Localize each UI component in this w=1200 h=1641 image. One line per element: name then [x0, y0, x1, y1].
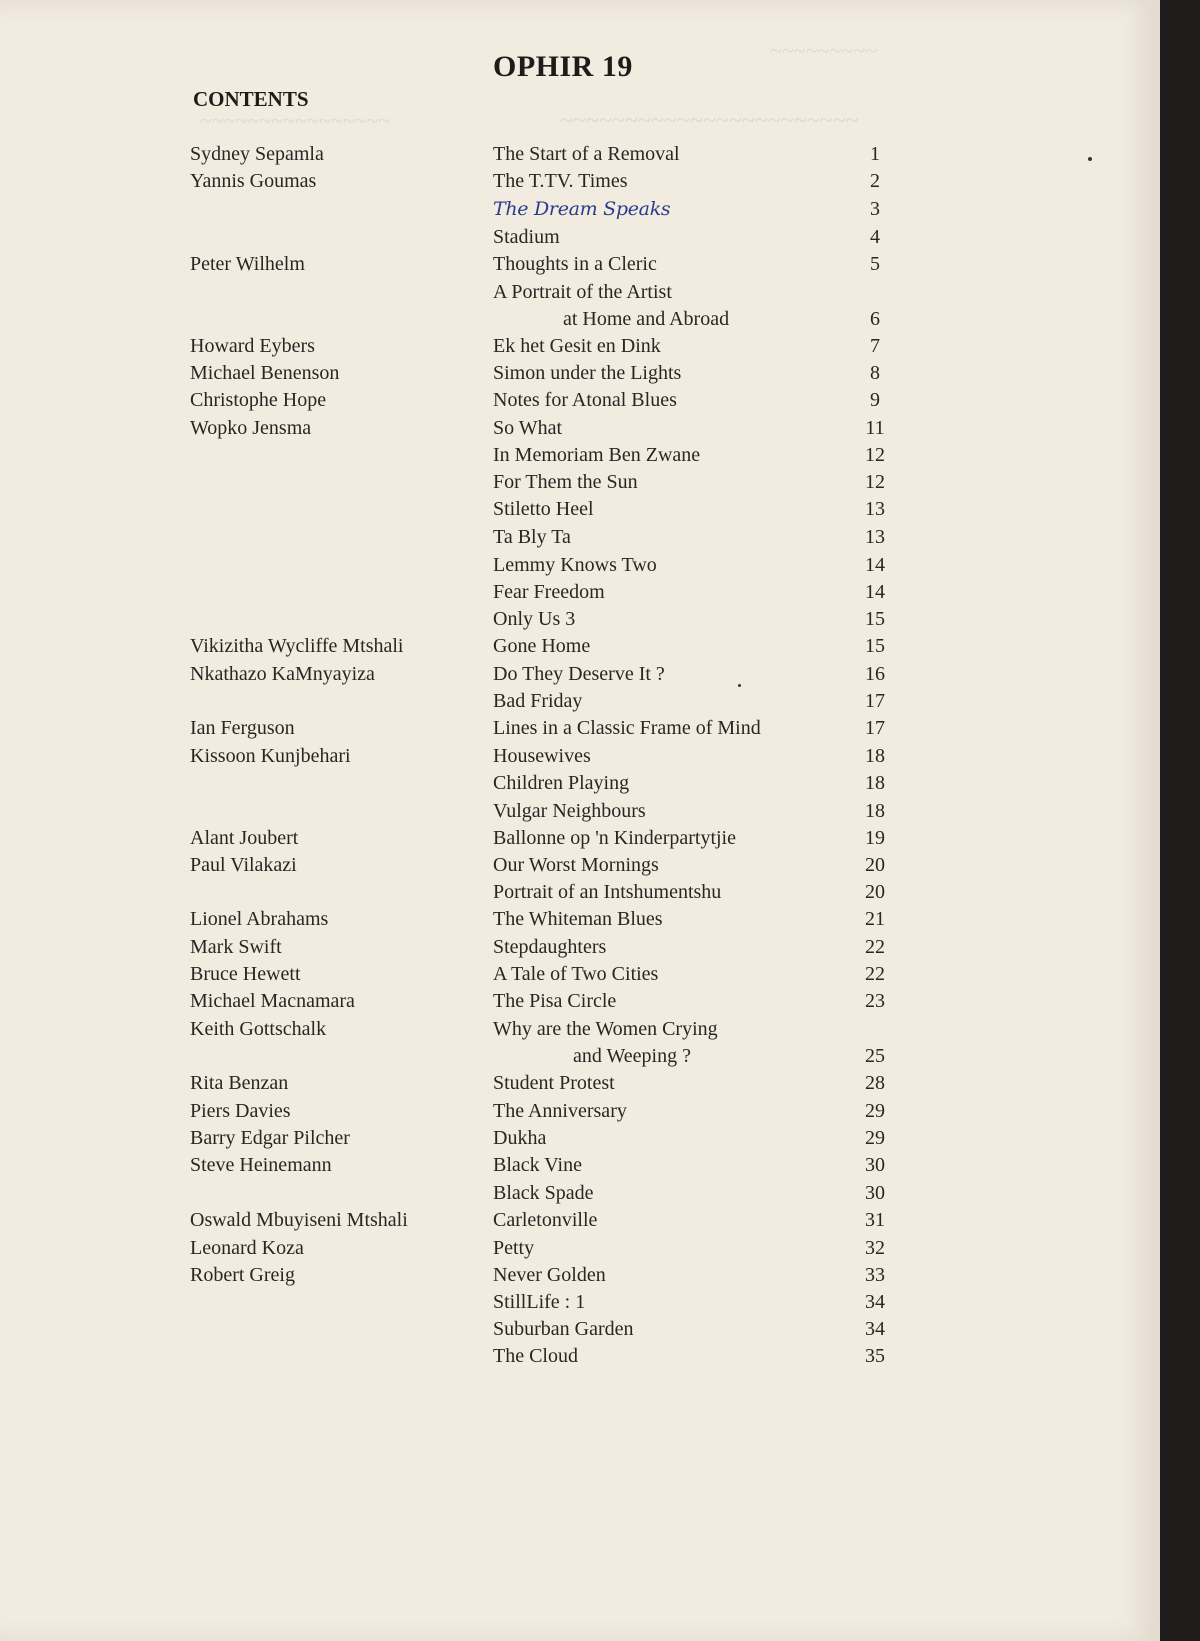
entry-title: Notes for Atonal Blues: [493, 389, 677, 411]
entry-title: The Cloud: [493, 1345, 578, 1367]
paper-speck: [1088, 157, 1092, 161]
entry-author: Christophe Hope: [190, 389, 327, 411]
entry-page-number: 16: [865, 663, 885, 685]
entry-title: and Weeping ?: [573, 1045, 691, 1067]
entry-title: Fear Freedom: [493, 581, 605, 603]
toc-entry[interactable]: [0, 1237, 1160, 1264]
entry-author: Rita Benzan: [190, 1072, 289, 1094]
entry-title: Only Us 3: [493, 608, 576, 630]
toc-entry[interactable]: [0, 963, 1160, 990]
entry-title: Ballonne op 'n Kinderpartytjie: [493, 827, 736, 849]
toc-entry[interactable]: [0, 881, 1160, 908]
entry-title: Housewives: [493, 745, 591, 767]
entry-page-number: 18: [865, 745, 885, 767]
entry-author: Bruce Hewett: [190, 963, 301, 985]
entry-title: The Whiteman Blues: [493, 908, 663, 930]
toc-entry[interactable]: [0, 1154, 1160, 1181]
entry-title: In Memoriam Ben Zwane: [493, 444, 701, 466]
toc-entry[interactable]: [0, 417, 1160, 444]
entry-title: Gone Home: [493, 635, 591, 657]
entry-page-number: 19: [865, 827, 885, 849]
entry-author: Oswald Mbuyiseni Mtshali: [190, 1209, 408, 1231]
toc-entry[interactable]: [0, 362, 1160, 389]
entry-page-number: 30: [865, 1182, 885, 1204]
show-through-text: ~~~~~~~~~~~~~~~~: [200, 108, 391, 133]
entry-author: Wopko Jensma: [190, 417, 312, 439]
toc-entry[interactable]: [0, 827, 1160, 854]
entry-page-number: 1: [870, 143, 880, 165]
entry-title: A Tale of Two Cities: [493, 963, 659, 985]
entry-title: Vulgar Neighbours: [493, 800, 646, 822]
toc-entry[interactable]: [0, 608, 1160, 635]
entry-title: Petty: [493, 1237, 535, 1259]
entry-author: Alant Joubert: [190, 827, 299, 849]
entry-author: Howard Eybers: [190, 335, 315, 357]
entry-page-number: 18: [865, 772, 885, 794]
entry-author: Ian Ferguson: [190, 717, 295, 739]
entry-page-number: 6: [870, 308, 880, 330]
entry-title: Portrait of an Intshumentshu: [493, 881, 722, 903]
toc-entry[interactable]: [0, 389, 1160, 416]
entry-title: So What: [493, 417, 563, 439]
entry-title: Children Playing: [493, 772, 630, 794]
entry-author: Paul Vilakazi: [190, 854, 297, 876]
entry-author: Sydney Sepamla: [190, 143, 324, 165]
entry-page-number: 9: [870, 389, 880, 411]
toc-entry[interactable]: [0, 1072, 1160, 1099]
entry-author: Barry Edgar Pilcher: [190, 1127, 350, 1149]
toc-entry[interactable]: [0, 526, 1160, 553]
entry-page-number: 4: [870, 226, 880, 248]
entry-title: Do They Deserve It ?: [493, 663, 665, 685]
entry-page-number: 12: [865, 471, 885, 493]
toc-entry[interactable]: [0, 745, 1160, 772]
entry-author: Steve Heinemann: [190, 1154, 332, 1176]
toc-entry[interactable]: [0, 498, 1160, 525]
entry-title: Our Worst Mornings: [493, 854, 659, 876]
entry-title: Lemmy Knows Two: [493, 554, 657, 576]
entry-page-number: 34: [865, 1291, 885, 1313]
entry-author: Michael Benenson: [190, 362, 340, 384]
entry-title: Black Spade: [493, 1182, 594, 1204]
entry-title: Simon under the Lights: [493, 362, 682, 384]
show-through-text: ~~~~~~~~~~~~~~~~~~~~~~~: [560, 108, 859, 134]
toc-entry[interactable]: [0, 772, 1160, 799]
entry-page-number: 7: [870, 335, 880, 357]
entry-title: The Dream Speaks: [493, 198, 671, 220]
entry-title: Thoughts in a Cleric: [493, 253, 657, 275]
entry-title: Student Protest: [493, 1072, 615, 1094]
toc-entry[interactable]: [0, 581, 1160, 608]
journal-title: OPHIR 19: [493, 50, 633, 83]
entry-author: Lionel Abrahams: [190, 908, 329, 930]
entry-title: The Anniversary: [493, 1100, 627, 1122]
toc-entry[interactable]: [0, 1045, 1160, 1072]
entry-page-number: 14: [865, 554, 885, 576]
entry-title: The Pisa Circle: [493, 990, 617, 1012]
toc-entry[interactable]: [0, 1318, 1160, 1345]
entry-title: Stiletto Heel: [493, 498, 594, 520]
entry-page-number: 29: [865, 1127, 885, 1149]
entry-author: Mark Swift: [190, 936, 282, 958]
entry-page-number: 34: [865, 1318, 885, 1340]
entry-title: Why are the Women Crying: [493, 1018, 718, 1040]
entry-page-number: 22: [865, 963, 885, 985]
entry-page-number: 3: [870, 198, 880, 220]
entry-page-number: 5: [870, 253, 880, 275]
entry-title: Suburban Garden: [493, 1318, 634, 1340]
toc-entry[interactable]: [0, 717, 1160, 744]
entry-author: Kissoon Kunjbehari: [190, 745, 351, 767]
entry-title: StillLife : 1: [493, 1291, 586, 1313]
entry-page-number: 32: [865, 1237, 885, 1259]
toc-entry[interactable]: [0, 663, 1160, 690]
entry-title: Black Vine: [493, 1154, 582, 1176]
entry-page-number: 31: [865, 1209, 885, 1231]
entry-author: Nkathazo KaMnyayiza: [190, 663, 375, 685]
toc-entry[interactable]: [0, 1182, 1160, 1209]
entry-page-number: 33: [865, 1264, 885, 1286]
toc-entry[interactable]: [0, 1018, 1160, 1045]
toc-entry[interactable]: [0, 308, 1160, 335]
entry-author: Keith Gottschalk: [190, 1018, 327, 1040]
entry-title: The Start of a Removal: [493, 143, 680, 165]
toc-entry[interactable]: [0, 854, 1160, 881]
entry-author: Vikizitha Wycliffe Mtshali: [190, 635, 404, 657]
entry-title: Stepdaughters: [493, 936, 607, 958]
entry-page-number: 18: [865, 800, 885, 822]
toc-entry[interactable]: [0, 1100, 1160, 1127]
toc-entry[interactable]: [0, 554, 1160, 581]
entry-page-number: 11: [865, 417, 885, 439]
toc-entry[interactable]: [0, 800, 1160, 827]
toc-entry[interactable]: [0, 1209, 1160, 1236]
toc-entry[interactable]: [0, 143, 1160, 170]
toc-entry[interactable]: [0, 253, 1160, 280]
toc-entry[interactable]: [0, 471, 1160, 498]
entry-page-number: 23: [865, 990, 885, 1012]
toc-entry[interactable]: [0, 908, 1160, 935]
entry-title: A Portrait of the Artist: [493, 281, 672, 303]
toc-entry[interactable]: [0, 1264, 1160, 1291]
entry-title: Dukha: [493, 1127, 547, 1149]
toc-entry[interactable]: [0, 335, 1160, 362]
entry-title: Ta Bly Ta: [493, 526, 571, 548]
entry-author: Robert Greig: [190, 1264, 295, 1286]
entry-page-number: 29: [865, 1100, 885, 1122]
entry-title: at Home and Abroad: [563, 308, 730, 330]
entry-page-number: 13: [865, 526, 885, 548]
entry-page-number: 12: [865, 444, 885, 466]
toc-entry[interactable]: [0, 1291, 1160, 1318]
toc-entry[interactable]: [0, 198, 1160, 225]
toc-entry[interactable]: [0, 690, 1160, 717]
entry-page-number: 15: [865, 635, 885, 657]
entry-title: Lines in a Classic Frame of Mind: [493, 717, 761, 739]
entry-page-number: 20: [865, 881, 885, 903]
entry-title: Stadium: [493, 226, 560, 248]
entry-page-number: 22: [865, 936, 885, 958]
toc-entry[interactable]: [0, 444, 1160, 471]
entry-title: Never Golden: [493, 1264, 606, 1286]
toc-entry[interactable]: [0, 1127, 1160, 1154]
entry-title: The T.TV. Times: [493, 170, 628, 192]
entry-page-number: 28: [865, 1072, 885, 1094]
contents-heading: CONTENTS: [193, 87, 309, 111]
entry-author: Leonard Koza: [190, 1237, 304, 1259]
toc-entry[interactable]: [0, 226, 1160, 253]
toc-entry[interactable]: [0, 635, 1160, 662]
toc-entry[interactable]: [0, 936, 1160, 963]
entry-page-number: 2: [870, 170, 880, 192]
entry-page-number: 30: [865, 1154, 885, 1176]
entry-page-number: 13: [865, 498, 885, 520]
entry-author: Peter Wilhelm: [190, 253, 305, 275]
entry-title: Ek het Gesit en Dink: [493, 335, 661, 357]
entry-page-number: 35: [865, 1345, 885, 1367]
entry-page-number: 14: [865, 581, 885, 603]
entry-author: Michael Macnamara: [190, 990, 355, 1012]
entry-page-number: 15: [865, 608, 885, 630]
entry-page-number: 21: [865, 908, 885, 930]
entry-title: For Them the Sun: [493, 471, 638, 493]
entry-page-number: 20: [865, 854, 885, 876]
entry-title: Bad Friday: [493, 690, 583, 712]
entry-page-number: 17: [865, 690, 885, 712]
toc-entry[interactable]: [0, 1345, 1160, 1372]
entry-page-number: 8: [870, 362, 880, 384]
toc-entry[interactable]: [0, 281, 1160, 308]
entry-page-number: 17: [865, 717, 885, 739]
paper-speck: [738, 684, 741, 687]
entry-author: Yannis Goumas: [190, 170, 317, 192]
entry-page-number: 25: [865, 1045, 885, 1067]
toc-entry[interactable]: [0, 170, 1160, 197]
toc-entry[interactable]: [0, 990, 1160, 1017]
entry-author: Piers Davies: [190, 1100, 291, 1122]
entry-title: Carletonville: [493, 1209, 598, 1231]
show-through-text: ~~~~~~~~~: [770, 38, 878, 63]
